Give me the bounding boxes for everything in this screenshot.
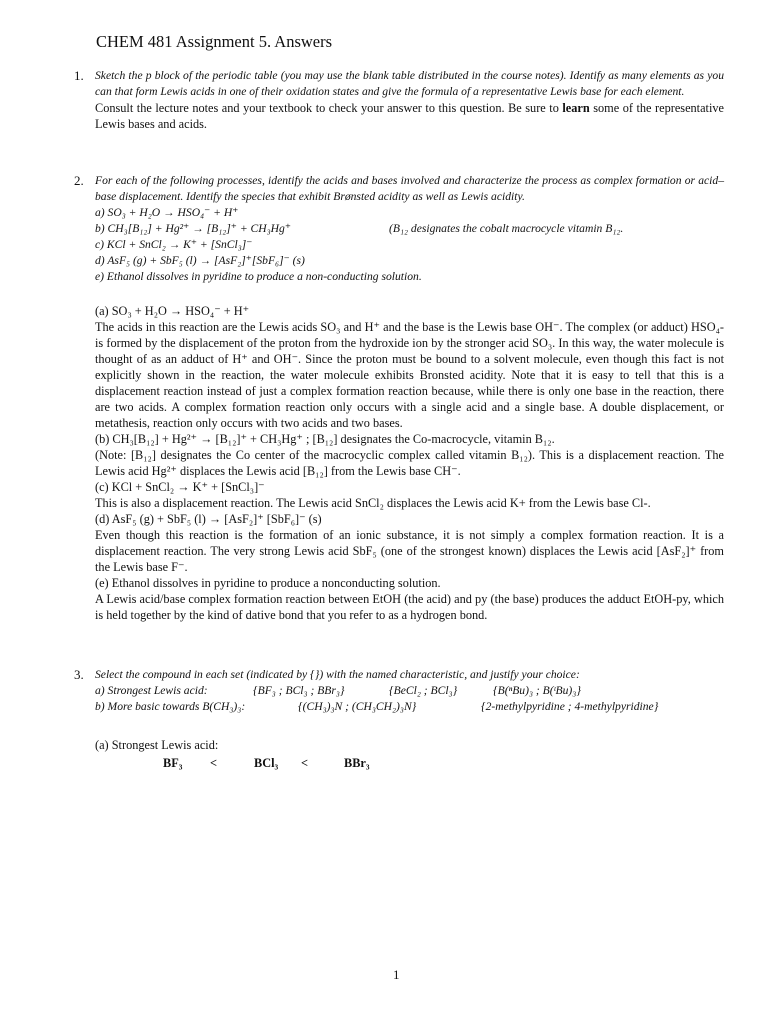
answer-c-heading: (c) KCl + SnCl₂ → K⁺ + [SnCl₃]⁻ <box>95 480 265 494</box>
question-number: 2. <box>74 173 84 188</box>
set-a-1: {BF₃ ; BCl₃ ; BBr₃} <box>253 684 345 697</box>
order-item: BF₃ <box>163 756 183 770</box>
question-1 <box>74 68 724 132</box>
order-item: BBr₃ <box>344 756 370 770</box>
page-number: 1 <box>393 967 400 982</box>
answer-d-text: Even though this reaction is the formation of an ionic substance, it is not simply a complex formation reaction. It is a displacement reaction. The very strong Lewis acid SbF₅ (one of the strongest known) displaces the Lewis acid [AsF₂]⁺ from the Lewis base F⁻. <box>95 528 724 574</box>
answer-e-heading: (e) Ethanol dissolves in pyridine to produce a nonconducting solution. <box>95 576 441 590</box>
question-3 <box>74 667 724 771</box>
answer-a-text: The acids in this reaction are the Lewis acids SO₃ and H⁺ and the base is the Lewis base OH⁻. The complex (or adduct) HSO₄- is formed by the displacement of the proton from the hydroxide ion by the stronger acid SO₃. In this way, the water molecule is thought of as an adduct of H⁺ and OH⁻. Since the proton must be bound to a solvent molecule, even though this fact is not explicitly shown in the reaction, the water molecule exhibits Bronsted acidity. Note that it is easy to tell that this is a displacement reaction instead of just a complex formation reaction because, while there is only one base in the reaction, there are two acids. A complex formation reaction only occurs with a single acid and a single base. A double displacement, or metathesis, reaction only occurs with two acids and two bases. <box>95 320 724 430</box>
answer-d-heading: (d) AsF₅ (g) + SbF₅ (l) → [AsF₂]⁺ [SbF₆]⁻ (s) <box>95 512 322 526</box>
answer-q3-heading: (a) Strongest Lewis acid: <box>95 738 219 752</box>
answer-e-text: A Lewis acid/base complex formation reaction between EtOH (the acid) and py (the base) produces the adduct EtOH-py, which is held together by the kind of dative bond that you refer to as a hydrogen bond. <box>95 592 724 622</box>
set-a-3: {B(ⁿBu)₃ ; B(ᵗBu)₃} <box>493 684 581 697</box>
set-b-2: {2-methylpyridine ; 4-methylpyridine} <box>481 700 659 713</box>
reaction-c: c) KCl + SnCl₂ → K⁺ + [SnCl₃]⁻ <box>95 238 253 251</box>
answers-q2 <box>95 303 724 623</box>
reaction-a: a) SO₃ + H₂O → HSO₄⁻ + H⁺ <box>95 206 239 219</box>
set-a-2: {BeCl₂ ; BCl₃} <box>389 684 458 697</box>
order-item: < <box>301 756 309 770</box>
page-title: CHEM 481 Assignment 5. Answers <box>96 32 333 51</box>
reaction-d: d) AsF₅ (g) + SbF₅ (l) → [AsF₂]⁺[SbF₆]⁻ (s) <box>95 254 305 267</box>
question-number: 1. <box>74 68 84 83</box>
set-a-label: a) Strongest Lewis acid: <box>95 684 208 697</box>
set-b-label: b) More basic towards B(CH₃)₃: <box>95 700 246 713</box>
reaction-e: e) Ethanol dissolves in pyridine to produce a non-conducting solution. <box>95 270 422 283</box>
order-item: BCl₃ <box>254 756 279 770</box>
reaction-b: b) CH₃[B₁₂] + Hg²⁺ → [B₁₂]⁺ + CH₃Hg⁺ (B₁₂ designates the cobalt macrocycle vitamin B₁₂. <box>95 222 624 235</box>
question-number: 3. <box>74 667 84 682</box>
set-a-row <box>95 683 724 699</box>
order-item: < <box>210 756 218 770</box>
question-prompt: Sketch the p block of the periodic table (you may use the blank table distributed in the course notes). Identify as many elements as you can that form Lewis acids in one of their oxidation states and give the formula of a representative Lewis base for each element. <box>95 69 724 98</box>
set-b-1: {(CH₃)₃N ; (CH₃CH₂)₃N} <box>298 700 417 713</box>
answer-c-text: This is also a displacement reaction. The Lewis acid SnCl₂ displaces the Lewis acid K+ from the Lewis base Cl-. <box>95 496 651 510</box>
answer-b-heading: (b) CH₃[B₁₂] + Hg²⁺ → [B₁₂]⁺ + CH₃Hg⁺ ; [B₁₂] designates the Co-macrocycle, vitamin B₁₂. <box>95 432 555 446</box>
answer-text: Consult the lecture notes and your textbook to check your answer to this question. Be sure to learn some of the representative Lewis bases and acids. <box>95 101 724 131</box>
answer-b-text: (Note: [B₁₂] designates the Co center of the macrocyclic complex called vitamin B₁₂). This is a displacement reaction. The Lewis acid Hg²⁺ displaces the Lewis acid [B₁₂] from the Lewis base CH⁻. <box>95 448 724 478</box>
question-prompt: Select the compound in each set (indicated by {}) with the named characteristic, and justify your choice: <box>95 668 580 681</box>
reaction-b-note: (B₁₂ designates the cobalt macrocycle vitamin B₁₂. <box>389 222 624 235</box>
question-2 <box>74 173 724 623</box>
answer-a-heading: (a) SO₃ + H₂O → HSO₄⁻ + H⁺ <box>95 304 250 318</box>
acid-strength-order <box>95 755 724 771</box>
set-b-row <box>95 699 724 715</box>
question-prompt: For each of the following processes, identify the acids and bases involved and characterize the process as complex formation or acid–base displacement. Identify the species that exhibit Brønsted acidity as well as Lewis acidity. <box>95 174 724 203</box>
